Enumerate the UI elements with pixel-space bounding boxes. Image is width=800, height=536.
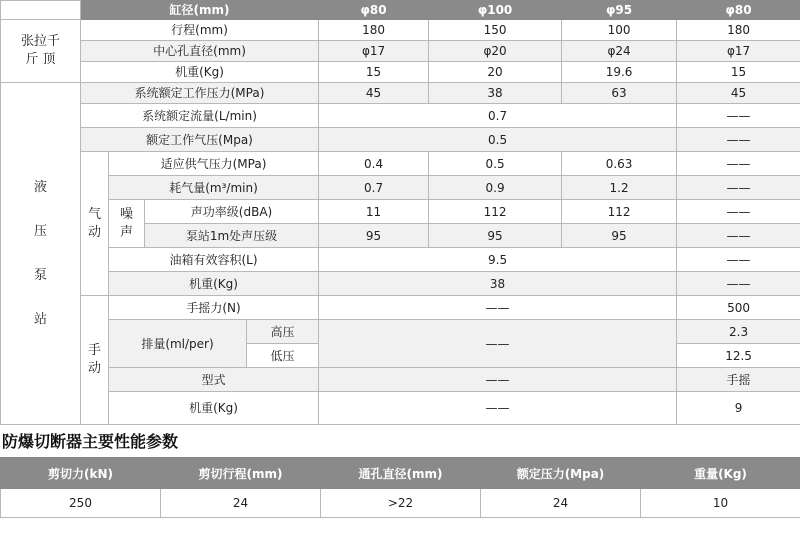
cell: 112 [562, 200, 677, 224]
table-row [1, 152, 800, 176]
cell: 112 [429, 200, 562, 224]
cell: —— [319, 296, 677, 320]
row-label: 高压 [247, 320, 319, 344]
table-row [1, 200, 800, 224]
noise-group-label: 噪 声 [109, 200, 145, 248]
row-label: 适应供气压力(MPa) [109, 152, 319, 176]
cell: 10 [641, 489, 800, 518]
cell: 100 [562, 20, 677, 41]
cell: φ17 [677, 41, 800, 62]
cutter-table [0, 457, 800, 518]
jack-group-label: 张拉千 斤 顶 [1, 20, 81, 83]
cutter-header-row [1, 458, 800, 489]
cell: 38 [429, 83, 562, 104]
table-row [1, 83, 800, 104]
pneumatic-group-label: 气 动 [81, 152, 109, 296]
row-label: 声功率级(dBA) [145, 200, 319, 224]
table-row [1, 248, 800, 272]
table-row [1, 62, 800, 83]
row-label: 耗气量(m³/min) [109, 176, 319, 200]
row-label: 机重(Kg) [81, 62, 319, 83]
header-col: φ80 [677, 1, 800, 20]
cell: >22 [321, 489, 481, 518]
cell: —— [319, 368, 677, 392]
row-label: 低压 [247, 344, 319, 368]
cell: 0.5 [319, 128, 677, 152]
row-label: 额定工作气压(Mpa) [81, 128, 319, 152]
header-col: φ80 [319, 1, 429, 20]
row-label: 油箱有效容积(L) [109, 248, 319, 272]
table-row [1, 368, 800, 392]
cell: φ20 [429, 41, 562, 62]
cell: —— [677, 128, 800, 152]
header-col: φ100 [429, 1, 562, 20]
table-row [1, 272, 800, 296]
cell: 9 [677, 392, 800, 425]
cell: 9.5 [319, 248, 677, 272]
cell: 45 [677, 83, 800, 104]
table-row [1, 20, 800, 41]
cell: 0.9 [429, 176, 562, 200]
cell: 1.2 [562, 176, 677, 200]
table-row [1, 392, 800, 425]
cell: 0.4 [319, 152, 429, 176]
cell: 95 [429, 224, 562, 248]
cell: —— [677, 272, 800, 296]
cell: φ17 [319, 41, 429, 62]
cell: 63 [562, 83, 677, 104]
column-header: 通孔直径(mm) [321, 458, 481, 489]
column-header: 剪切力(kN) [1, 458, 161, 489]
cell: 手摇 [677, 368, 800, 392]
table-row [1, 128, 800, 152]
row-label: 机重(Kg) [109, 272, 319, 296]
cell: —— [319, 392, 677, 425]
table-row [1, 176, 800, 200]
cell: 24 [161, 489, 321, 518]
cell: 12.5 [677, 344, 800, 368]
cell: 180 [677, 20, 800, 41]
cell: —— [677, 200, 800, 224]
cell: 38 [319, 272, 677, 296]
cell: 15 [319, 62, 429, 83]
cell: 15 [677, 62, 800, 83]
cell: 20 [429, 62, 562, 83]
cell: 11 [319, 200, 429, 224]
row-label: 排量(ml/per) [109, 320, 247, 368]
cell: —— [677, 104, 800, 128]
cell: 0.5 [429, 152, 562, 176]
cell: —— [677, 176, 800, 200]
row-label: 机重(Kg) [109, 392, 319, 425]
cell: 24 [481, 489, 641, 518]
row-label: 型式 [109, 368, 319, 392]
row-label: 中心孔直径(mm) [81, 41, 319, 62]
cutter-title: 防爆切断器主要性能参数 [2, 432, 179, 451]
manual-group-label: 手 动 [81, 296, 109, 425]
table-row [1, 41, 800, 62]
cell: —— [677, 152, 800, 176]
row-label: 泵站1m处声压级 [145, 224, 319, 248]
cell: —— [319, 320, 677, 368]
cell: 250 [1, 489, 161, 518]
cell: —— [677, 224, 800, 248]
row-label: 手摇力(N) [109, 296, 319, 320]
header-row [1, 1, 800, 20]
table-row [1, 320, 800, 344]
row-label: 系统额定工作压力(MPa) [81, 83, 319, 104]
cell: 0.7 [319, 176, 429, 200]
cell: 150 [429, 20, 562, 41]
cell: 0.7 [319, 104, 677, 128]
cell: φ24 [562, 41, 677, 62]
table-row [1, 296, 800, 320]
cell: 0.63 [562, 152, 677, 176]
pump-group-label: 液 压 泵 站 [1, 83, 81, 425]
table-row [1, 489, 800, 518]
cell: 95 [562, 224, 677, 248]
cell: 19.6 [562, 62, 677, 83]
header-label: 缸径(mm) [81, 1, 319, 20]
column-header: 剪切行程(mm) [161, 458, 321, 489]
cell: 180 [319, 20, 429, 41]
table-row [1, 104, 800, 128]
cell: —— [677, 248, 800, 272]
row-label: 系统额定流量(L/min) [81, 104, 319, 128]
column-header: 额定压力(Mpa) [481, 458, 641, 489]
cell: 2.3 [677, 320, 800, 344]
header-col: φ95 [562, 1, 677, 20]
cell: 500 [677, 296, 800, 320]
cell: 95 [319, 224, 429, 248]
column-header: 重量(Kg) [641, 458, 800, 489]
cell: 45 [319, 83, 429, 104]
row-label: 行程(mm) [81, 20, 319, 41]
